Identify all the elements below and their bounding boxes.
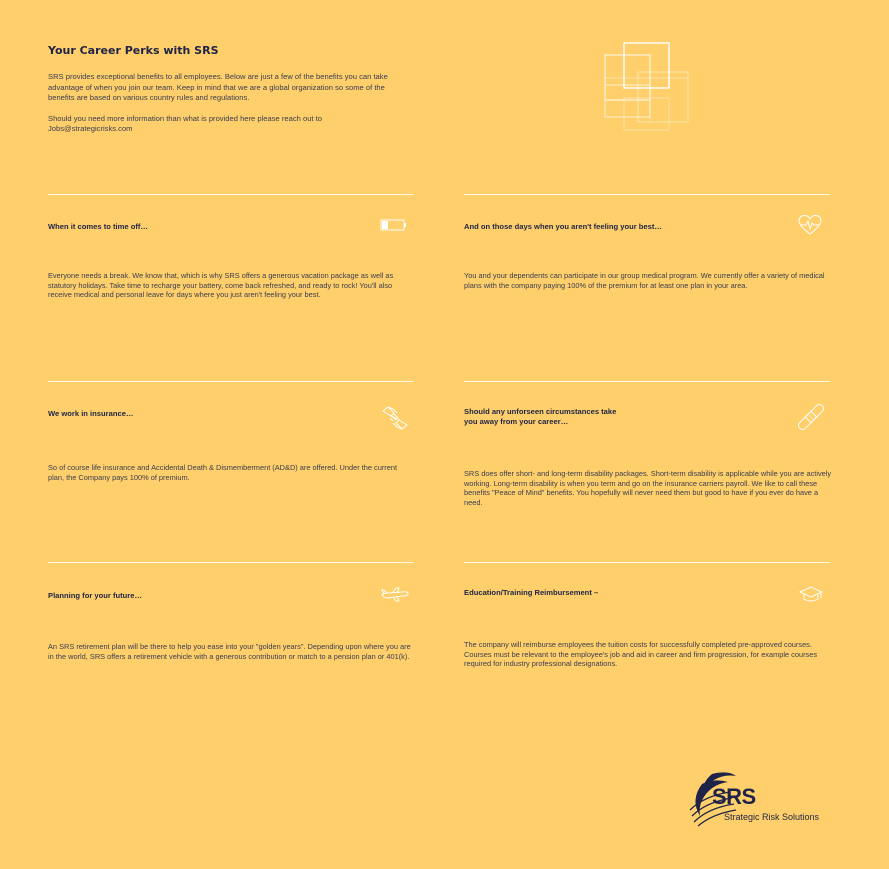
section-body-time-off: Everyone needs a break. We know that, which is why SRS offers a generous vacation package as well as statutory holidays. Take time to recharge your battery, come back refreshed, and ready to rock! You'll also receive medical and personal leave for days where you just aren't feeling your best. — [48, 271, 394, 300]
section-body-insurance: So of course life insurance and Accidental Death & Dismemberment (AD&D) are offered. Under the current plan, the Company pays 100% of premium. — [48, 463, 398, 482]
heartbeat-icon — [798, 214, 822, 236]
section-title-medical: And on those days when you aren't feeling your best… — [464, 222, 663, 231]
section-title-disability — [464, 407, 616, 426]
section-body-medical: You and your dependents can participate in our group medical program. We currently offer a variety of medical plans with the company paying 100% of the premium for at least one plan in your area. — [464, 271, 825, 290]
airplane-icon — [380, 586, 410, 604]
handshake-icon — [381, 405, 409, 431]
battery-icon — [380, 218, 408, 232]
section-title-insurance: We work in insurance… — [48, 409, 134, 418]
section-body-education: The company will reimburse employees the tuition costs for successfully completed pre-approved courses. Courses must be relevant to the employee's job and aid in career and firm progression, for example courses required for industry professional designations. — [464, 640, 818, 669]
intro-text — [48, 72, 393, 145]
divider — [464, 562, 830, 563]
decorative-squares — [600, 40, 700, 145]
logo-tagline: Strategic Risk Solutions — [724, 812, 820, 822]
divider — [464, 381, 830, 382]
graduation-cap-icon — [798, 585, 824, 605]
section-title-time-off: When it comes to time off… — [48, 222, 148, 231]
section-title-education: Education/Training Reimbursement – — [464, 588, 599, 597]
logo-wordmark: SRS — [712, 784, 756, 809]
section-body-retirement: An SRS retirement plan will be there to help you ease into your "golden years". Depending upon where you are in the world, SRS offers a retirement vehicle with a generous contribution or match to a pension plan or 401(k). — [48, 642, 411, 661]
section-title-line: you away from your career… — [464, 416, 569, 426]
section-title-line: Should any unforseen circumstances take — [464, 407, 617, 416]
page-title: Your Career Perks with SRS — [48, 44, 219, 57]
divider — [48, 562, 413, 563]
divider — [48, 381, 413, 382]
intro-paragraph-1: SRS provides exceptional benefits to all employees. Below are just a few of the benefits you can take advantage of when you join our team. Keep in mind that we are a global organization so some of the benefits are based on various country rules and regulations. — [48, 72, 388, 102]
section-title-retirement: Planning for your future… — [48, 591, 143, 600]
intro-paragraph-2: Should you need more information than what is provided here please reach out to Jobs@strategicrisks.com — [48, 113, 322, 133]
divider — [48, 194, 413, 195]
bandage-icon — [798, 404, 824, 430]
section-body-disability: SRS does offer short- and long-term disability packages. Short-term disability is applicable while you are actively working. Long-term disability is when you term and go on the insurance carriers payroll. We like to call these benefits "Peace of Mind" benefits. You hopefully will never need them but good to have if you ever do have a need. — [464, 469, 832, 507]
divider — [464, 194, 830, 195]
